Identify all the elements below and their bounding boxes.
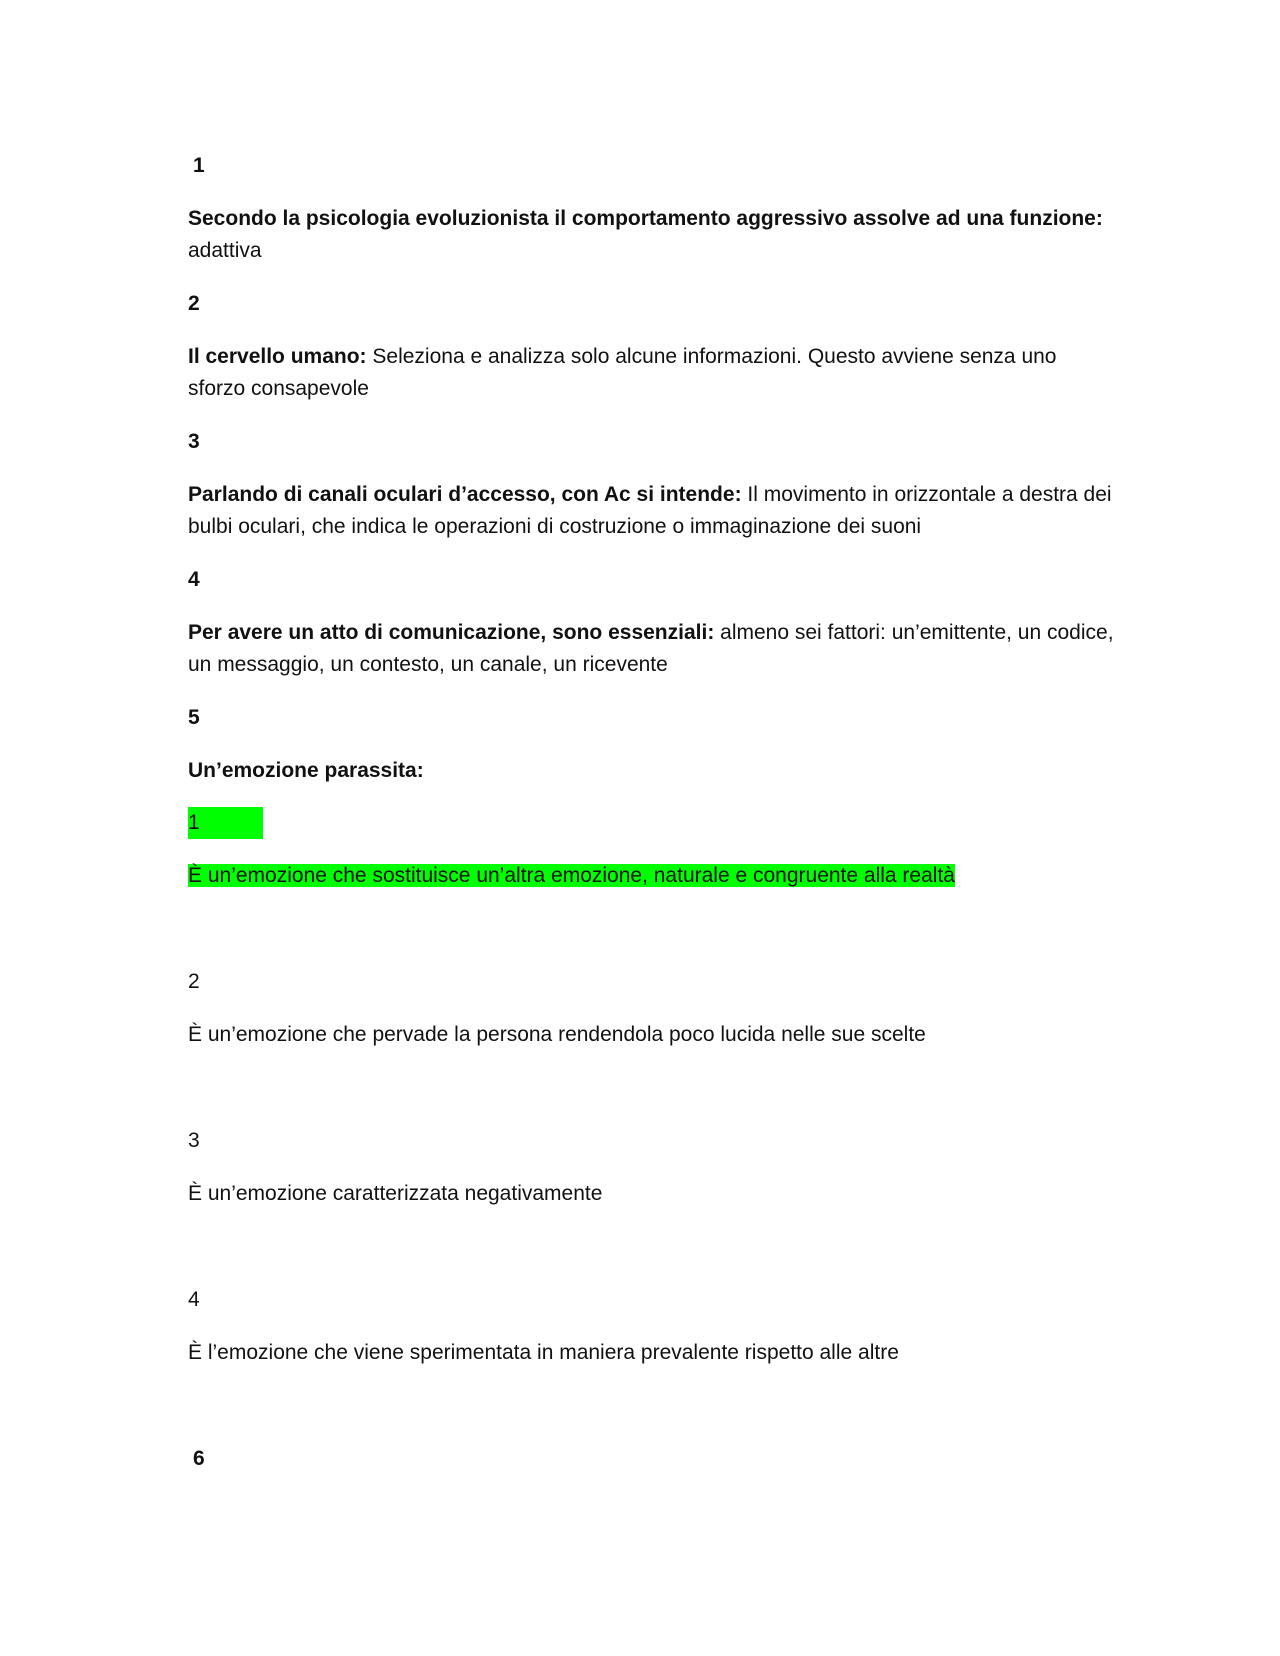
question-line [188,617,1114,649]
question-text: Il cervello umano: [188,345,367,368]
question-text: Parlando di canali oculari d’accesso, con Ac si intende: [188,483,742,506]
question-number: 6 [193,1447,205,1470]
option-number: 3 [188,1129,200,1152]
option-text: È l’emozione che viene sperimentata in maniera prevalente rispetto alle altre [188,1341,899,1364]
question-number: 4 [188,568,200,591]
question-text: Secondo la psicologia evoluzionista il comportamento aggressivo assolve ad una funzione: [188,207,1103,230]
question-number: 5 [188,706,200,729]
question-text: Per avere un atto di comunicazione, sono essenziali: [188,621,715,644]
question-number: 3 [188,430,200,453]
answer-text: un messaggio, un contesto, un canale, un ricevente [188,653,668,676]
option-text-highlighted [188,860,955,892]
question-line [188,479,1112,511]
option-text: È un’emozione caratterizzata negativamente [188,1182,603,1205]
answer-text: Seleziona e analizza solo alcune informazioni. Questo avviene senza uno [366,345,1057,368]
answer-text: Il movimento in orizzontale a destra dei [741,483,1112,506]
answer-text: almeno sei fattori: un’emittente, un codice, [714,621,1114,644]
question-text: Un’emozione parassita: [188,759,424,782]
option-text: È un’emozione che pervade la persona rendendola poco lucida nelle sue scelte [188,1023,926,1046]
answer-text: adattiva [188,239,262,262]
option-text: È un’emozione che sostituisce un’altra emozione, naturale e congruente alla realtà [188,864,955,887]
question-number: 1 [193,154,205,177]
option-number: 4 [188,1288,200,1311]
answer-text: bulbi oculari, che indica le operazioni di costruzione o immaginazione dei suoni [188,515,922,538]
question-number: 2 [188,292,200,315]
option-number: 2 [188,970,200,993]
option-number-highlighted [188,807,263,839]
option-number: 1 [188,807,263,839]
answer-text: sforzo consapevole [188,377,369,400]
question-line [188,341,1057,373]
